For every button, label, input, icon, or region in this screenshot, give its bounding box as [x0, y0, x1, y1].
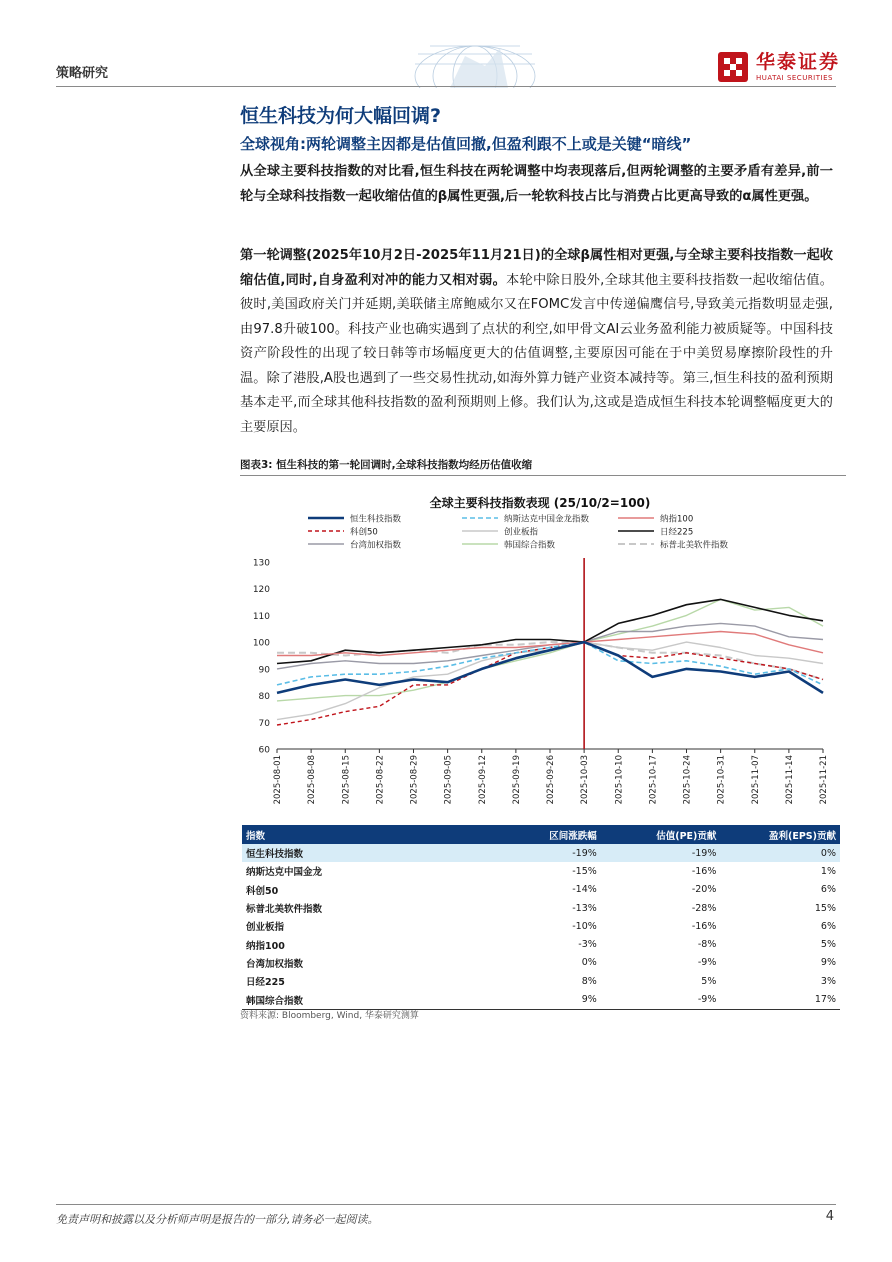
legend-label: 创业板指: [504, 527, 539, 538]
table-cell-pe: -19%: [601, 844, 721, 862]
table-cell-pe: 5%: [701, 975, 717, 987]
table-cell-index: 纳斯达克中国金龙: [246, 867, 323, 879]
huatai-logo-icon: [716, 50, 750, 84]
logo-chinese-name: 华泰证券: [756, 51, 841, 73]
x-tick-label: 2025-09-19: [511, 755, 522, 805]
y-tick-label: 60: [258, 745, 270, 756]
table-row: [242, 990, 840, 1009]
table-cell-index: 台湾加权指数: [246, 958, 304, 970]
line-chart: [240, 480, 846, 818]
table-cell-index: 日经225: [246, 977, 285, 989]
header-globe-graphic: [390, 36, 560, 88]
table-cell-eps: 1%: [820, 865, 836, 877]
table-cell-change: -3%: [578, 939, 597, 951]
table-cell-pe: -16%: [691, 920, 717, 932]
x-tick-label: 2025-08-01: [273, 755, 283, 805]
huatai-logo: [716, 50, 840, 84]
x-tick-label: 2025-09-26: [546, 755, 556, 805]
logo-english-name: HUATAI SECURITIES: [756, 74, 833, 82]
table-cell-index: 科创50: [246, 885, 279, 897]
table-cell-eps: 15%: [814, 902, 836, 914]
table-cell-pe: -9%: [697, 957, 717, 969]
table-row: [242, 844, 840, 862]
table-cell-eps: 5%: [820, 939, 836, 951]
x-tick-label: 2025-09-12: [477, 755, 488, 805]
table-cell-change: -19%: [481, 844, 601, 862]
summary-paragraph: 从全球主要科技指数的对比看,恒生科技在两轮调整中均表现落后,但两轮调整的主要矛盾有差异,前一轮与全球科技指数一起收缩估值的β属性更强,后一轮软科技占比与消费占比更高导致的α属性更强。: [240, 164, 833, 204]
x-tick-label: 2025-08-29: [409, 755, 420, 805]
table-cell-eps: 17%: [720, 990, 840, 1009]
table-cell-pe: -28%: [691, 902, 717, 914]
x-tick-label: 2025-11-07: [750, 755, 761, 805]
x-tick-label: 2025-11-14: [784, 755, 795, 805]
table-cell-index: 韩国综合指数: [242, 990, 481, 1009]
table-cell-pe: -20%: [691, 884, 717, 896]
table-cell-eps: 0%: [720, 844, 840, 862]
figure-caption-divider: [240, 475, 846, 476]
y-tick-label: 90: [258, 665, 270, 676]
table-cell-index: 恒生科技指数: [242, 844, 481, 862]
chart-title: 全球主要科技指数表现 (25/10/2=100): [429, 496, 651, 510]
legend-label: 恒生科技指数: [350, 514, 402, 525]
table-cell-change: -13%: [572, 902, 597, 914]
legend-label: 台湾加权指数: [350, 540, 402, 551]
table-cell-change: 9%: [481, 990, 601, 1009]
table-cell-index: 标普北美软件指数: [246, 904, 323, 916]
table-row: [242, 862, 840, 880]
chart-series: [277, 599, 823, 725]
x-tick-label: 2025-08-08: [307, 755, 318, 805]
table-cell-change: -15%: [572, 865, 597, 877]
table-row: [242, 972, 840, 990]
body-paragraph: [240, 244, 833, 440]
page-title: 恒生科技为何大幅回调?: [240, 105, 442, 127]
body-paragraph-lead: 第一轮调整(2025年10月2日-2025年11月21日)的全球β属性相对更强,与全球主要科技指数一起收缩估值,同时,自身盈利对冲的能力又相对弱。: [240, 248, 833, 288]
legend-label: 标普北美软件指数: [660, 540, 729, 551]
x-tick-label: 2025-08-15: [341, 755, 352, 805]
table-cell-change: 8%: [581, 975, 597, 987]
contribution-table: [242, 825, 840, 1010]
table-row: [242, 954, 840, 972]
table-row: [242, 881, 840, 899]
y-tick-label: 70: [258, 718, 270, 729]
table-header-index: 指数: [242, 825, 481, 844]
table-row: [242, 935, 840, 953]
table-cell-pe: -9%: [601, 990, 721, 1009]
x-tick-label: 2025-10-31: [716, 755, 727, 805]
legend-label: 日经225: [660, 527, 694, 538]
figure-caption: 图表3: 恒生科技的第一轮回调时,全球科技指数均经历估值收缩: [240, 459, 533, 471]
y-tick-label: 130: [252, 558, 270, 569]
legend-label: 韩国综合指数: [504, 540, 556, 551]
legend-label: 纳斯达克中国金龙指数: [504, 514, 590, 525]
table-cell-eps: 3%: [820, 975, 836, 987]
legend-label: 科创50: [350, 527, 378, 538]
x-tick-label: 2025-10-10: [614, 755, 625, 805]
header-divider: [56, 86, 836, 87]
page-number: 4: [825, 1209, 834, 1224]
series-line: [277, 642, 823, 693]
table-row: [242, 899, 840, 917]
body-paragraph-text: 本轮中除日股外,全球其他主要科技指数一起收缩估值。彼时,美国政府关门并延期,美联储主席鲍威尔又在FOMC发言中传递偏鹰信号,导致美元指数明显走强,由97.8升破100。科技产业也确实遇到了点状的利空,如甲骨文AI云业务盈利能力被质疑等。中国科技资产阶段性的出现了较日韩等市场幅度更大的估值调整,主要原因可能在于中美贸易摩擦阶段性的升温。除了港股,A股也遇到了一些交易性扰动,如海外算力链产业资本减持等。第三,恒生科技的盈利预期基本走平,而全球其他科技指数的盈利预期则上修。我们认为,这或是造成恒生科技本轮调整幅度更大的主要原因。: [240, 272, 833, 435]
table-header-pe: 估值(PE)贡献: [601, 825, 721, 844]
x-tick-label: 2025-11-21: [819, 755, 829, 805]
y-tick-label: 110: [252, 611, 270, 622]
table-header-row: [242, 825, 840, 844]
table-cell-change: -10%: [572, 920, 597, 932]
section-label: 策略研究: [56, 66, 109, 81]
chart-legend: [308, 514, 729, 551]
table-cell-change: 0%: [581, 957, 597, 969]
table-cell-pe: -16%: [691, 865, 717, 877]
y-tick-label: 80: [258, 692, 270, 703]
disclaimer-note: 免责声明和披露以及分析师声明是报告的一部分,请务必一起阅读。: [56, 1213, 379, 1226]
table-cell-index: 纳指100: [246, 940, 285, 952]
x-tick-label: 2025-10-17: [648, 755, 659, 805]
x-tick-label: 2025-08-22: [375, 755, 386, 805]
legend-label: 纳指100: [660, 514, 694, 525]
table-cell-change: -14%: [572, 884, 597, 896]
y-tick-label: 100: [252, 638, 270, 649]
x-tick-label: 2025-10-03: [580, 755, 591, 805]
table-header-eps: 盈利(EPS)贡献: [720, 825, 840, 844]
x-tick-label: 2025-10-24: [682, 755, 693, 805]
table-cell-eps: 9%: [820, 957, 836, 969]
y-tick-label: 120: [252, 585, 270, 596]
footer-divider: [56, 1204, 836, 1205]
table-header-change: 区间涨跌幅: [481, 825, 601, 844]
table-cell-pe: -8%: [697, 939, 717, 951]
table-cell-eps: 6%: [820, 920, 836, 932]
table-cell-index: 创业板指: [246, 922, 285, 934]
x-tick-label: 2025-09-05: [443, 755, 454, 805]
section-subtitle: 全球视角:两轮调整主因都是估值回撤,但盈利跟不上或是关键“暗线”: [240, 135, 692, 153]
table-cell-eps: 6%: [820, 884, 836, 896]
table-row: [242, 917, 840, 935]
series-line: [277, 642, 823, 685]
source-note: 资料来源: Bloomberg, Wind, 华泰研究测算: [240, 1011, 419, 1021]
